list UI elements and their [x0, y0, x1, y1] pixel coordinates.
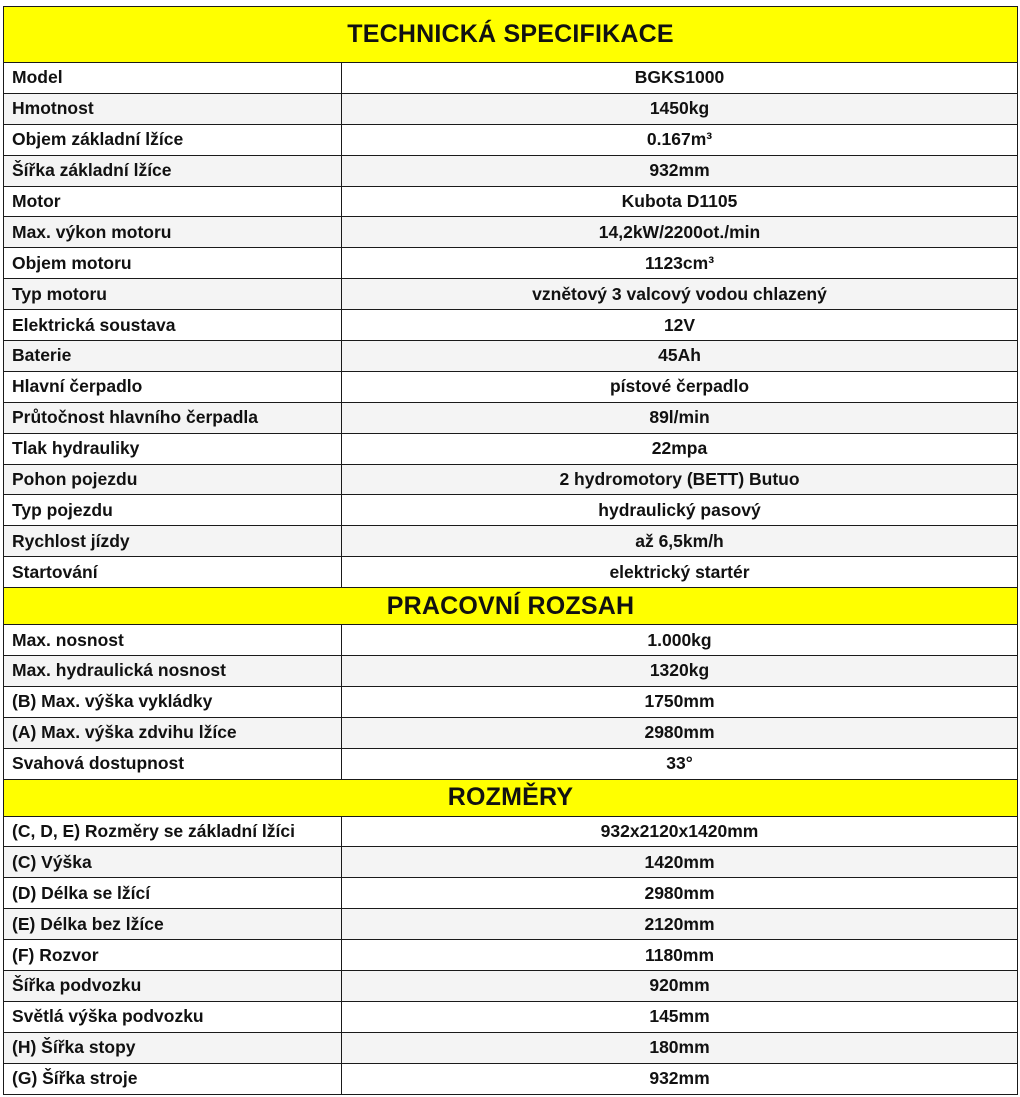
table-row	[4, 656, 1018, 687]
spec-label: Šířka základní lžíce	[4, 155, 342, 186]
table-row	[4, 433, 1018, 464]
section-title: TECHNICKÁ SPECIFIKACE	[4, 7, 1018, 63]
table-row	[4, 748, 1018, 779]
table-row	[4, 940, 1018, 971]
section-header-row	[4, 779, 1018, 816]
spec-label: Světlá výška podvozku	[4, 1001, 342, 1032]
spec-label: Max. výkon motoru	[4, 217, 342, 248]
section-title: ROZMĚRY	[4, 779, 1018, 816]
spec-label: Baterie	[4, 341, 342, 372]
spec-value: 2980mm	[342, 878, 1018, 909]
spec-label: Šířka podvozku	[4, 971, 342, 1002]
spec-value: Kubota D1105	[342, 186, 1018, 217]
table-row	[4, 878, 1018, 909]
spec-value: vznětový 3 valcový vodou chlazený	[342, 279, 1018, 310]
spec-value: 14,2kW/2200ot./min	[342, 217, 1018, 248]
spec-label: Motor	[4, 186, 342, 217]
table-row	[4, 248, 1018, 279]
spec-value: 1750mm	[342, 686, 1018, 717]
table-row	[4, 847, 1018, 878]
spec-value: 1123cm³	[342, 248, 1018, 279]
spec-value: až 6,5km/h	[342, 526, 1018, 557]
spec-label: Průtočnost hlavního čerpadla	[4, 402, 342, 433]
spec-value: elektrický startér	[342, 557, 1018, 588]
table-row	[4, 63, 1018, 94]
spec-value: 45Ah	[342, 341, 1018, 372]
table-row	[4, 526, 1018, 557]
spec-value: 0.167m³	[342, 124, 1018, 155]
spec-label: (E) Délka bez lžíce	[4, 909, 342, 940]
spec-value: 180mm	[342, 1032, 1018, 1063]
spec-value: 2 hydromotory (BETT) Butuo	[342, 464, 1018, 495]
table-row	[4, 310, 1018, 341]
spec-label: Pohon pojezdu	[4, 464, 342, 495]
spec-value: 22mpa	[342, 433, 1018, 464]
spec-label: Model	[4, 63, 342, 94]
table-row	[4, 495, 1018, 526]
table-row	[4, 186, 1018, 217]
spec-value: 12V	[342, 310, 1018, 341]
spec-value: 89l/min	[342, 402, 1018, 433]
spec-label: Max. nosnost	[4, 625, 342, 656]
spec-value: 932x2120x1420mm	[342, 816, 1018, 847]
spec-value: 33°	[342, 748, 1018, 779]
spec-value: 2120mm	[342, 909, 1018, 940]
spec-label: (A) Max. výška zdvihu lžíce	[4, 717, 342, 748]
spec-value: 1420mm	[342, 847, 1018, 878]
table-row	[4, 93, 1018, 124]
spec-label: Objem motoru	[4, 248, 342, 279]
spec-label: (C) Výška	[4, 847, 342, 878]
table-row	[4, 686, 1018, 717]
spec-label: Hlavní čerpadlo	[4, 371, 342, 402]
spec-label: Rychlost jízdy	[4, 526, 342, 557]
spec-value: 1450kg	[342, 93, 1018, 124]
spec-label: (C, D, E) Rozměry se základní lžíci	[4, 816, 342, 847]
spec-value: 1320kg	[342, 656, 1018, 687]
table-row	[4, 625, 1018, 656]
section-header-row	[4, 588, 1018, 625]
spec-label: Typ motoru	[4, 279, 342, 310]
spec-value: 1180mm	[342, 940, 1018, 971]
spec-label: Startování	[4, 557, 342, 588]
table-row	[4, 402, 1018, 433]
spec-table-body	[4, 7, 1018, 1095]
table-row	[4, 557, 1018, 588]
table-row	[4, 1032, 1018, 1063]
spec-value: pístové čerpadlo	[342, 371, 1018, 402]
spec-value: 2980mm	[342, 717, 1018, 748]
table-row	[4, 155, 1018, 186]
table-row	[4, 464, 1018, 495]
spec-value: hydraulický pasový	[342, 495, 1018, 526]
table-row	[4, 1063, 1018, 1094]
spec-label: (F) Rozvor	[4, 940, 342, 971]
spec-label: Svahová dostupnost	[4, 748, 342, 779]
spec-label: Hmotnost	[4, 93, 342, 124]
table-row	[4, 717, 1018, 748]
spec-value: 145mm	[342, 1001, 1018, 1032]
spec-label: Elektrická soustava	[4, 310, 342, 341]
spec-label: Typ pojezdu	[4, 495, 342, 526]
spec-label: Tlak hydrauliky	[4, 433, 342, 464]
table-row	[4, 816, 1018, 847]
section-header-row	[4, 7, 1018, 63]
spec-label: (D) Délka se lžící	[4, 878, 342, 909]
spec-value: BGKS1000	[342, 63, 1018, 94]
table-row	[4, 1001, 1018, 1032]
table-row	[4, 217, 1018, 248]
spec-value: 920mm	[342, 971, 1018, 1002]
spec-label: (B) Max. výška vykládky	[4, 686, 342, 717]
table-row	[4, 371, 1018, 402]
table-row	[4, 341, 1018, 372]
table-row	[4, 909, 1018, 940]
spec-label: (H) Šířka stopy	[4, 1032, 342, 1063]
table-row	[4, 971, 1018, 1002]
spec-label: (G) Šířka stroje	[4, 1063, 342, 1094]
spec-table	[3, 6, 1018, 1095]
spec-value: 932mm	[342, 155, 1018, 186]
table-row	[4, 279, 1018, 310]
spec-label: Max. hydraulická nosnost	[4, 656, 342, 687]
section-title: PRACOVNÍ ROZSAH	[4, 588, 1018, 625]
table-row	[4, 124, 1018, 155]
spec-value: 932mm	[342, 1063, 1018, 1094]
spec-value: 1.000kg	[342, 625, 1018, 656]
spec-label: Objem základní lžíce	[4, 124, 342, 155]
